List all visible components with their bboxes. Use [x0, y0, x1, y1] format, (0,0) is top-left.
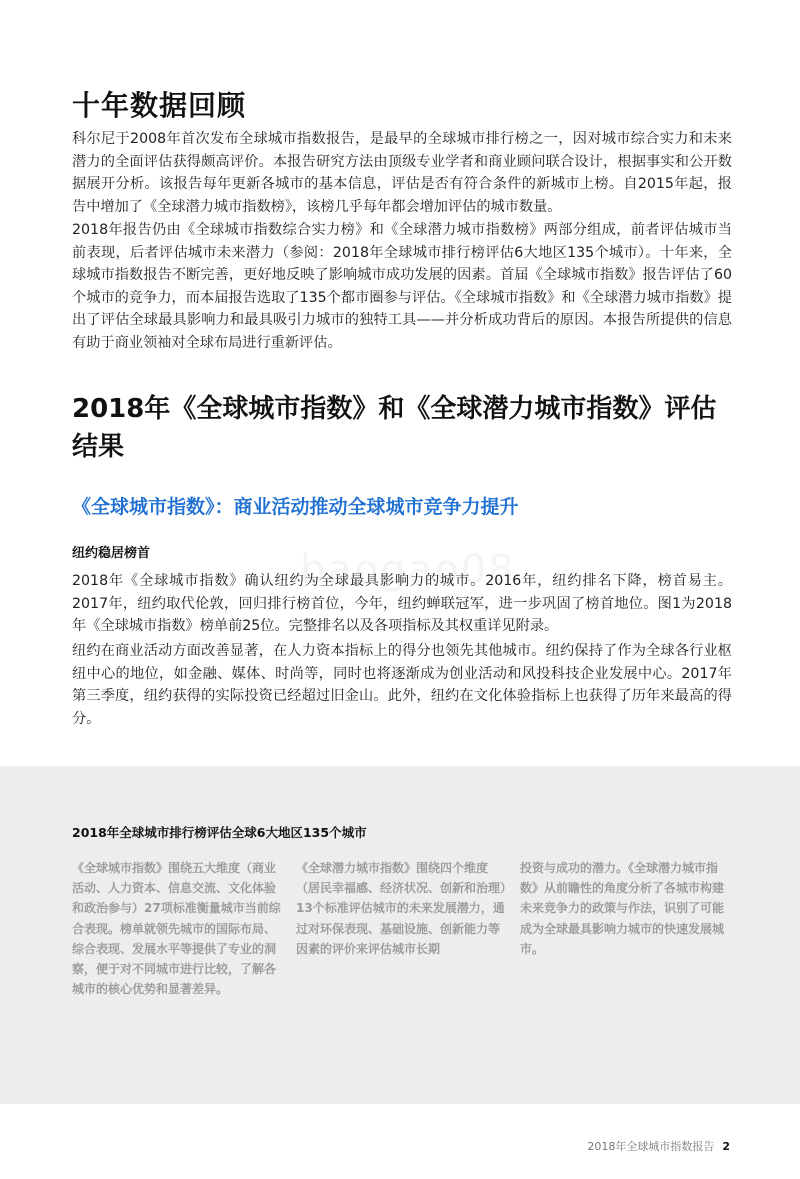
subsection-title-gci: 《全球城市指数》：商业活动推动全球城市竞争力提升 [72, 496, 519, 518]
section-title-results: 2018年《全球城市指数》和《全球潜力城市指数》评估结果 [72, 394, 717, 462]
intro-paragraph-1: 科尔尼于2008年首次发布全球城市指数报告，是最早的全球城市排行榜之一，因对城市综合实力和未来潜力的全面评估获得颇高评价。本报告研究方法由顶级专业学者和商业顾问联合设计，根据事实和公开数据展开分析。该报告每年更新各城市的基本信息，评估是否有符合条件的新城市上榜。自2015年起，报告中增加了《全球潜力城市指数榜》，该榜几乎每年都会增加评估的城市数量。 [72, 131, 732, 215]
page-number: 2 [722, 1140, 730, 1153]
info-panel-column-3: 投资与成功的潜力。《全球潜力城市指数》从前瞻性的角度分析了各城市构建未来竞争力的政策与作法，识别了可能成为全球最具影响力城市的快速发展城市。 [520, 861, 725, 956]
section-title-decade-review: 十年数据回顾 [72, 89, 247, 122]
new-york-paragraph-2: 纽约在商业活动方面改善显著，在人力资本指标上的得分也领先其他城市。纽约保持了作为全球各行业枢纽中心的地位，如金融、媒体、时尚等，同时也将逐渐成为创业活动和风投科技企业发展中心。2017年第三季度，纽约获得的实际投资已经超过旧金山。此外，纽约在文化体验指标上也获得了历年来最高的得分。 [72, 643, 732, 727]
info-panel-column-2: 《全球潜力城市指数》围绕四个维度（居民幸福感、经济状况、创新和治理）13个标准评估城市的未来发展潜力，通过对环保表现、基础设施、创新能力等因素的评价来评估城市长期 [296, 861, 507, 956]
new-york-paragraph-1: 2018年《全球城市指数》确认纽约为全球最具影响力的城市。2016年，纽约排名下降，榜首易主。2017年，纽约取代伦敦，回归排行榜首位，今年，纽约蝉联冠军，进一步巩固了榜首地位。图1为2018年《全球城市指数》榜单前25位。完整排名以及各项指标及其权重详见附录。 [72, 573, 732, 634]
info-panel-column-1: 《全球城市指数》围绕五大维度（商业活动、人力资本、信息交流、文化体验和政治参与）27项标准衡量城市当前综合表现。榜单就领先城市的国际布局、综合表现、发展水平等提供了专业的洞察，便于对不同城市进行比较，了解各城市的核心优势和显著差异。 [72, 861, 281, 997]
subheading-new-york: 纽约稳居榜首 [72, 546, 151, 561]
info-panel-title: 2018年全球城市排行榜评估全球6大地区135个城市 [72, 825, 367, 840]
page-footer [587, 1138, 730, 1154]
footer-report-title: 2018年全球城市指数报告 [587, 1140, 715, 1153]
intro-paragraph-2: 2018年报告仍由《全球城市指数综合实力榜》和《全球潜力城市指数榜》两部分组成，前者评估城市当前表现，后者评估城市未来潜力（参阅：2018年全球城市排行榜评估6大地区135个城市）。十年来，全球城市指数报告不断完善，更好地反映了影响城市成功发展的因素。首届《全球城市指数》报告评估了60个城市的竞争力，而本届报告选取了135个都市圈参与评估。《全球城市指数》和《全球潜力城市指数》提出了评估全球最具影响力和最具吸引力城市的独特工具——并分析成功背后的原因。本报告所提供的信息有助于商业领袖对全球布局进行重新评估。 [72, 222, 732, 351]
